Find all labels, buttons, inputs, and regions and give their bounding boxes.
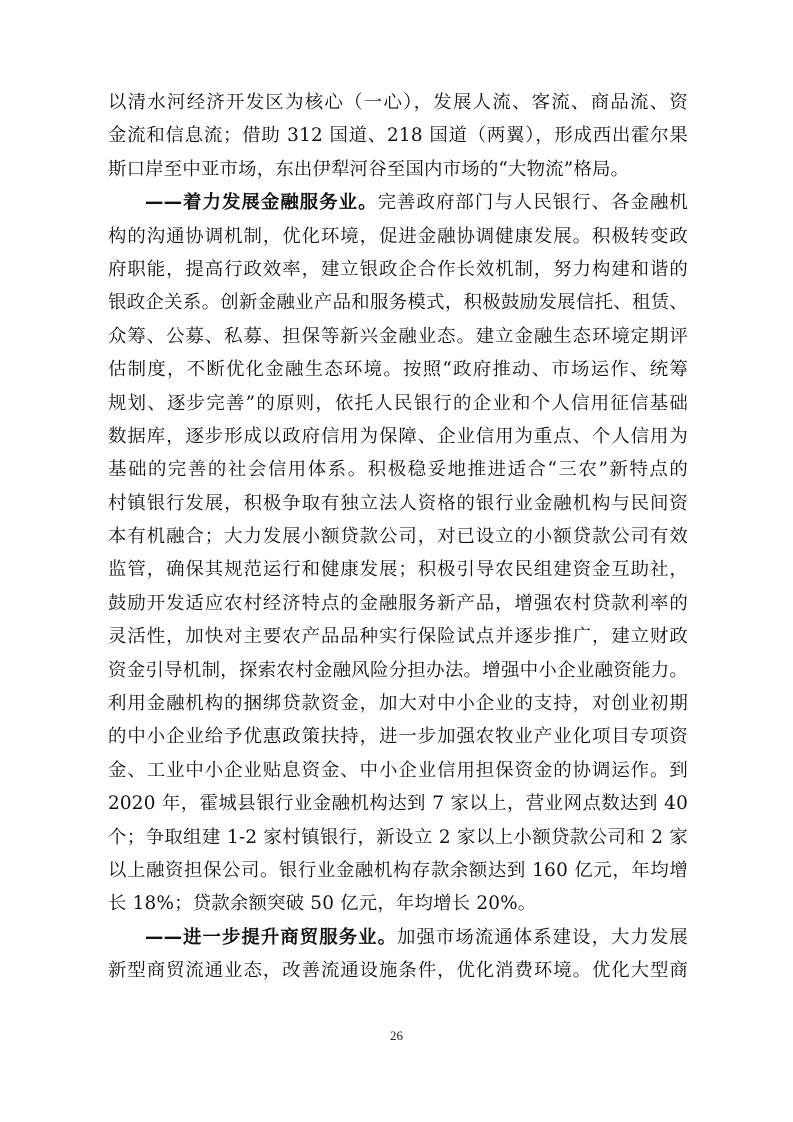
- line-text: 构的沟通协调机制，优化环境，促进金融协调健康发展。积极转变政: [108, 225, 688, 247]
- line-text: 估制度，不断优化金融生态环境。按照“政府推动、市场运作、统筹: [108, 359, 688, 381]
- text-line: [108, 553, 688, 586]
- line-text: 村镇银行发展，积极争取有独立法人资格的银行业金融机构与民间资: [108, 492, 688, 514]
- line-text: 完善政府部门与人民银行、各金融机: [377, 192, 688, 214]
- text-line: [108, 320, 688, 353]
- text-line: [108, 487, 688, 520]
- line-text: 新型商贸流通业态，改善流通设施条件，优化消费环境。优化大型商: [108, 960, 688, 982]
- section-heading: ——着力发展金融服务业。: [145, 192, 378, 214]
- text-line: [108, 220, 688, 253]
- line-text: 银政企关系。创新金融业产品和服务模式，积极鼓励发展信托、租赁、: [108, 292, 688, 314]
- text-line: [108, 86, 688, 119]
- text-line: [108, 720, 688, 753]
- section-heading: ——进一步提升商贸服务业。: [145, 926, 398, 948]
- text-line: [108, 687, 688, 720]
- text-line: [108, 887, 688, 920]
- line-text: 斯口岸至中亚市场，东出伊犁河谷至国内市场的“大物流”格局。: [108, 158, 630, 180]
- line-text: 加强市场流通体系建设，大力发展: [397, 926, 688, 948]
- line-text: 以清水河经济开发区为核心（一心），发展人流、客流、商品流、资: [108, 92, 688, 113]
- text-line: [108, 453, 688, 486]
- text-line: [108, 654, 688, 687]
- text-line: [108, 286, 688, 319]
- text-line: [108, 186, 688, 219]
- line-text: 个；争取组建 1-2 家村镇银行，新设立 2 家以上小额贷款公司和 2 家: [108, 826, 688, 848]
- text-line: [108, 821, 688, 854]
- line-text: 灵活性，加快对主要农产品品种实行保险试点并逐步推广，建立财政: [108, 626, 688, 648]
- line-text: 金流和信息流；借助 312 国道、218 国道（两翼），形成西出霍尔果: [108, 125, 688, 147]
- line-text: 规划、逐步完善”的原则，依托人民银行的企业和个人信用征信基础: [108, 392, 688, 414]
- text-line: [108, 954, 688, 987]
- line-text: 数据库，逐步形成以政府信用为保障、企业信用为重点、个人信用为: [108, 425, 688, 447]
- text-line: [108, 119, 688, 152]
- line-text: 以上融资担保公司。银行业金融机构存款余额达到 160 亿元，年均增: [108, 859, 688, 881]
- text-line: [108, 587, 688, 620]
- text-line: [108, 353, 688, 386]
- text-line: [108, 754, 688, 787]
- text-line: [108, 387, 688, 420]
- text-line: [108, 620, 688, 653]
- line-text: 众筹、公募、私募、担保等新兴金融业态。建立金融生态环境定期评: [108, 325, 688, 347]
- line-text: 2020 年，霍城县银行业金融机构达到 7 家以上，营业网点数达到 40: [108, 793, 688, 815]
- line-text: 府职能，提高行政效率，建立银政企合作长效机制，努力构建和谐的: [108, 258, 688, 280]
- text-line: [108, 253, 688, 286]
- line-text: 监管，确保其规范运行和健康发展；积极引导农民组建资金互助社，: [108, 559, 688, 581]
- text-line: [108, 520, 688, 553]
- line-text: 基础的完善的社会信用体系。积极稳妥地推进适合“三农”新特点的: [108, 459, 688, 481]
- line-text: 长 18%；贷款余额突破 50 亿元，年均增长 20%。: [108, 893, 537, 915]
- line-text: 资金引导机制，探索农村金融风险分担办法。增强中小企业融资能力。: [108, 659, 688, 681]
- line-text: 利用金融机构的捆绑贷款资金，加大对中小企业的支持，对创业初期: [108, 693, 688, 715]
- body-text: [108, 86, 688, 988]
- text-line: [108, 854, 688, 887]
- text-line: [108, 420, 688, 453]
- text-line: [108, 921, 688, 954]
- page-number: 26: [390, 1028, 403, 1043]
- line-text: 金、工业中小企业贴息资金、中小企业信用担保资金的协调运作。到: [108, 759, 688, 781]
- text-line: [108, 787, 688, 820]
- line-text: 本有机融合；大力发展小额贷款公司，对已设立的小额贷款公司有效: [108, 526, 688, 548]
- line-text: 鼓励开发适应农村经济特点的金融服务新产品，增强农村贷款利率的: [108, 592, 688, 614]
- line-text: 的中小企业给予优惠政策扶持，进一步加强农牧业产业化项目专项资: [108, 726, 688, 748]
- text-line: [108, 153, 688, 186]
